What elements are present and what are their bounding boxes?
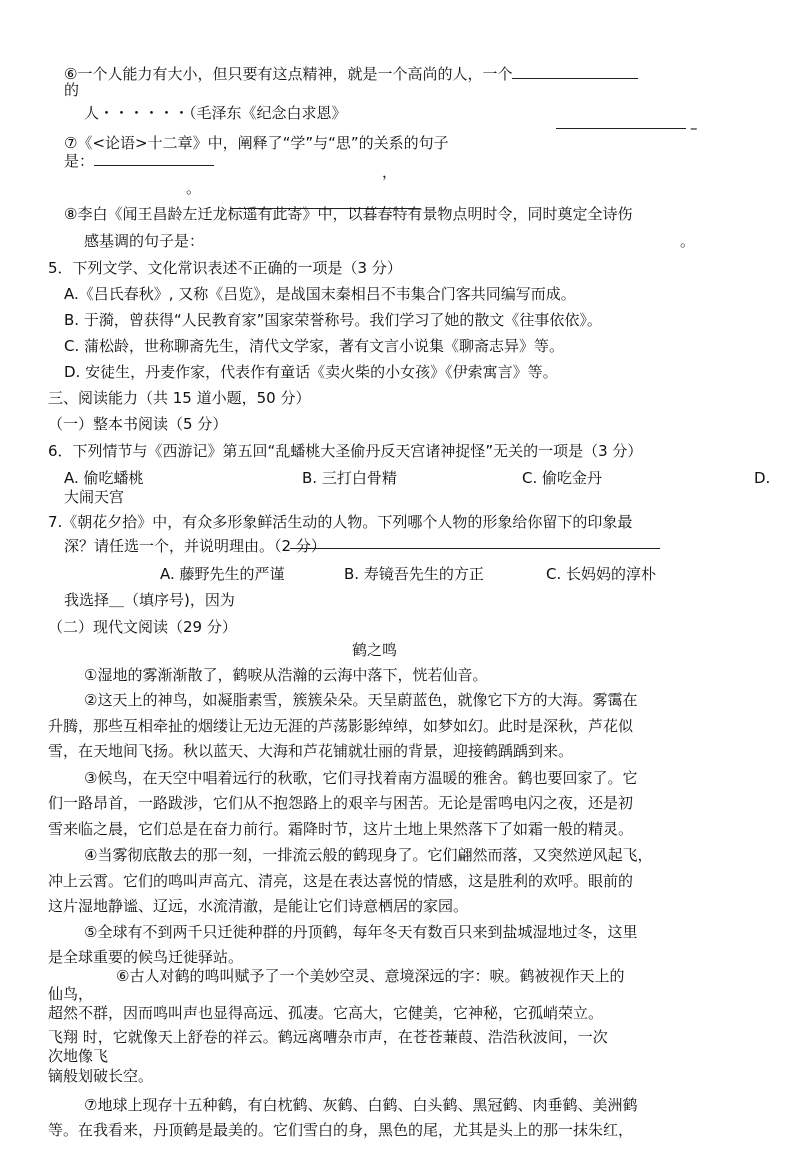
para-6-line: 镝般划破长空。: [48, 1067, 154, 1085]
para-2-line: 雪，在天地间飞扬。秋以蓝天、大海和芦花铺就壮丽的背景，迎接鹤踽踽到来。: [48, 742, 574, 760]
q7b-line1: 7.《朝花夕拾》中，有众多形象鲜活生动的人物。下列哪个人物的形象给你留下的印象最: [48, 513, 633, 531]
para-7-line: ⑦地球上现存十五种鹤，有白枕鹤、灰鹤、白鹤、白头鹤、黑冠鹤、肉垂鹤、美洲鹤: [84, 1096, 638, 1114]
q6-wrap: 的: [64, 81, 80, 99]
para-2-line: 升腾，那些互相牵扯的烟缕让无边无涯的芦荡影影绰绰，如梦如幻。此时是深秋，芦花似: [48, 717, 634, 735]
q6-line1: [64, 64, 638, 84]
q7-dash: –: [690, 119, 698, 137]
q6b-stem: 6．下列情节与《西游记》第五回“乱蟠桃大圣偷丹反天宫诸神捉怪”无关的一项是（3 分）: [48, 442, 643, 460]
para-6-line: 飞翔 时，它就像天上舒卷的祥云。鹤远离嘈杂市声，在苍苍蒹葭、浩浩秋波间，一次: [48, 1028, 608, 1046]
q5-option-b: B. 于漪，曾获得“人民教育家”国家荣誉称号。我们学习了她的散文《往事依依》。: [64, 311, 602, 329]
answer-blank[interactable]: [290, 548, 660, 549]
answer-blank[interactable]: [512, 64, 638, 79]
q5-stem: 5．下列文学、文化常识表述不正确的一项是（3 分）: [48, 259, 402, 277]
para-3-line: 雪来临之晨，它们总是在奋力前行。霜降时节，这片土地上果然落下了如霜一般的精灵。: [48, 820, 634, 838]
q7b-line2: 深？请任选一个，并说明理由。（2 分）: [64, 537, 326, 555]
q7-end: 。: [186, 179, 202, 197]
para-5-line: ⑤全球有不到两千只迁徙种群的丹顶鹤，每年冬天有数百只来到盐城湿地过冬，这里: [84, 923, 638, 941]
section-heading: 三、阅读能力（共 15 道小题，50 分）: [48, 389, 311, 407]
q7b-option-c: C. 长妈妈的淳朴: [546, 565, 657, 583]
para-4-line: 冲上云霄。它们的鸣叫声高亢、清亮，这是在表达喜悦的情感，这是胜利的欢呼。眼前的: [48, 872, 634, 890]
para-6-line: 超然不群，因而鸣叫声也显得高远、孤凄。它高大，它健美，它神秘，它孤峭荣立。: [48, 1004, 604, 1022]
q7-line1: ⑦《<论语>十二章》中，阐释了“学”与“思”的关系的句子: [64, 134, 449, 152]
q6-line1-text: ⑥一个人能力有大小，但只要有这点精神，就是一个高尚的人，一个: [64, 65, 513, 83]
q7b-option-b: B. 寿镜吾先生的方正: [344, 565, 484, 583]
q8-line1: ⑧李白《闻王昌龄左迁龙标遥有此寄》中，以暮春特有景物点明时令，同时奠定全诗伤: [64, 205, 633, 223]
q6b-option-d-text: 大闹天宫: [64, 488, 125, 506]
para-1: ①湿地的雾渐渐散了，鹤唳从浩瀚的云海中落下，恍若仙音。: [84, 666, 488, 684]
q6b-option-c: C. 偷吃金丹: [522, 469, 603, 487]
q5-option-a: A.《吕氏春秋》, 又称《吕览》，是战国末秦相吕不韦集合门客共同编写而成。: [64, 285, 576, 303]
q8-line2: 感基调的句子是：: [84, 232, 205, 250]
q7b-option-a: A. 藤野先生的严谨: [160, 565, 285, 583]
q5-option-d: D. 安徒生，丹麦作家，代表作有童话《卖火柴的小女孩》《伊索寓言》等。: [64, 363, 558, 381]
q6b-option-a: A. 偷吃蟠桃: [64, 469, 144, 487]
subsection-heading: （一）整本书阅读（5 分）: [48, 415, 228, 433]
q7-is-text: 是：: [64, 152, 95, 170]
para-2-line: ②这天上的神鸟，如凝脂素雪，簇簇朵朵。天呈蔚蓝色，就像它下方的大海。雾霭在: [84, 691, 638, 709]
para-4-line: ④当雾彻底散去的那一刻，一排流云般的鹤现身了。它们翩然而落，又突然逆风起飞，: [84, 846, 653, 864]
q7-mark: ，: [382, 163, 398, 181]
q7-is: [64, 151, 214, 171]
q8-end: 。: [680, 232, 696, 250]
article-title: 鹤之鸣: [352, 641, 398, 659]
para-4-line: 这片湿地静谧、辽远，水流清澈，是能让它们诗意栖居的家园。: [48, 897, 469, 915]
q6b-option-b: B. 三打白骨精: [302, 469, 397, 487]
para-6-line: 次地像飞: [48, 1047, 109, 1065]
para-5-line: 是全球重要的候鸟迁徙驿站。: [48, 948, 244, 966]
q6-line2: 人・・・・・・（毛泽东《纪念白求恩》: [84, 104, 347, 122]
para-6-line: 仙鸟，: [48, 985, 94, 1003]
answer-blank[interactable]: [94, 151, 214, 166]
para-3-line: 们一路昂首，一路跋涉，它们从不抱怨路上的艰辛与困苦。无论是雷鸣电闪之夜，还是初: [48, 794, 634, 812]
para-3-line: ③候鸟，在天空中唱着远行的秋歌，它们寻找着南方温暖的雅舍。鹤也要回家了。它: [84, 769, 638, 787]
q7b-choose: 我选择＿（填序号)，因为: [64, 591, 235, 609]
para-7-line: 等。在我看来，丹顶鹤是最美的。它们雪白的身，黑色的尾，尤其是头上的那一抹朱红，: [48, 1121, 634, 1139]
para-6-line: ⑥古人对鹤的鸣叫赋予了一个美妙空灵、意境深远的字：唳。鹤被视作天上的: [116, 967, 625, 985]
answer-blank[interactable]: [556, 128, 686, 129]
q5-option-c: C. 蒲松龄，世称聊斋先生，清代文学家，著有文言小说集《聊斋志异》等。: [64, 337, 565, 355]
q6b-option-d-letter: D.: [754, 469, 771, 487]
subsection-heading: （二）现代文阅读（29 分）: [48, 618, 237, 636]
